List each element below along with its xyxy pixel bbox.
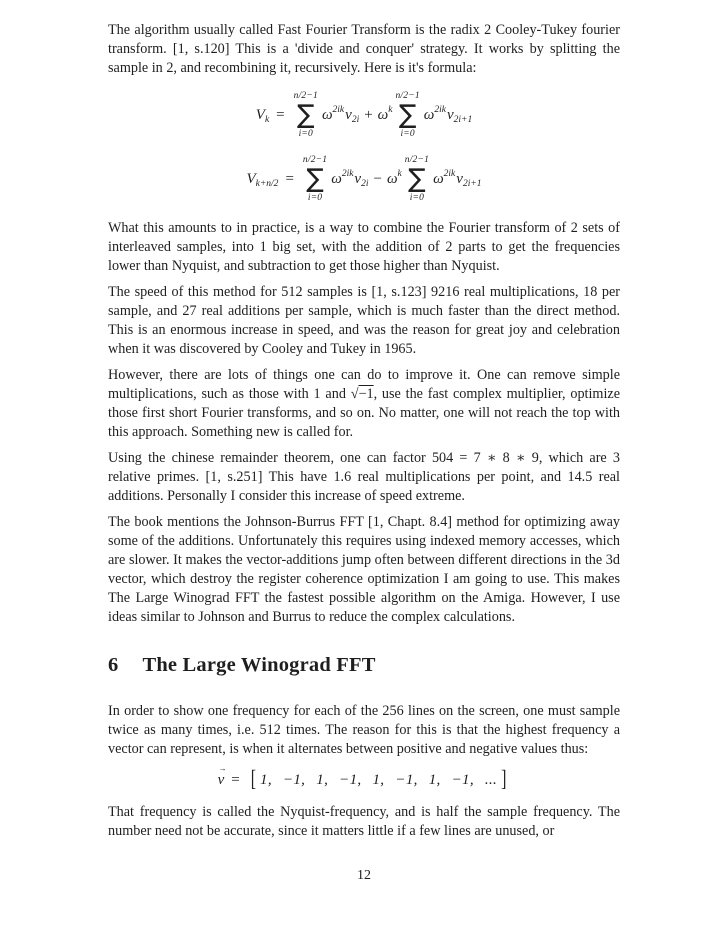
math-var: ω <box>433 171 444 188</box>
paragraph-text: , use the fast complex multiplier, optimize those first short Fourier transforms, and so on. No matter, one will not reach the top with this approach. Something new is called for. <box>108 386 620 441</box>
math-term <box>433 171 481 188</box>
math-operator: + <box>364 107 373 124</box>
math-lhs <box>246 171 278 188</box>
sigma-icon: ∑ <box>306 164 324 195</box>
math-equals: = <box>231 771 240 788</box>
summation-2 <box>405 155 429 204</box>
math-var: ω <box>377 107 389 124</box>
math-var: V <box>255 107 265 124</box>
section-number: 6 <box>108 654 119 677</box>
radicand: −1 <box>358 386 374 403</box>
summation-2 <box>395 91 419 140</box>
summation-upper-limit: n/2−1 <box>395 91 420 101</box>
math-sub: 2i <box>351 115 360 126</box>
math-sup: 2ik <box>341 169 354 180</box>
math-sup: k <box>397 169 402 180</box>
math-factor <box>387 171 403 188</box>
summation-lower-limit: i=0 <box>298 129 313 140</box>
equation-fft-odd <box>108 155 620 204</box>
math-var: ω <box>423 107 435 124</box>
sigma-icon: ∑ <box>408 164 426 195</box>
math-sub: 2i+1 <box>453 115 473 126</box>
math-sub: 2i+1 <box>462 179 482 190</box>
math-var: ω <box>331 171 342 188</box>
paragraph-practice: What this amounts to in practice, is a way to combine the Fourier transform of 2 sets of interleaved samples, into 1 big set, with the addition of 2 parts to get the frequencies lower than Nyquist, and subtraction to get those higher than Nyquist. <box>108 220 620 275</box>
summation-upper-limit: n/2−1 <box>404 155 430 166</box>
math-var: v <box>354 171 362 188</box>
paragraph-remainder-theorem: Using the chinese remainder theorem, one can factor 504 = 7 ∗ 8 ∗ 9, which are 3 relative primes. [1, s.251] This have 1.6 real multiplications per point, and 14.5 real additions. Personally I consider this increase of speed extreme. <box>108 450 620 505</box>
math-sub: 2i <box>361 179 369 190</box>
sqrt-expression <box>351 386 374 402</box>
math-var: ω <box>321 107 333 124</box>
page-content <box>108 21 620 848</box>
paragraph-speed: The speed of this method for 512 samples is [1, s.123] 9216 real multiplications, 18 per sample, and 27 real additions per sample, which is much faster than the direct method. This is an enormous increase in speed, and was the reason for great joy and celebration when it was discovered by Cooley and Tukey in 1965. <box>108 284 620 358</box>
page-number: 12 <box>357 868 371 883</box>
section-title: The Large Winograd FFT <box>142 654 376 677</box>
summation-upper-limit: n/2−1 <box>302 155 328 166</box>
math-sup: k <box>388 105 393 116</box>
equation-nyquist-vector <box>108 763 620 792</box>
vector-entries: 1, −1, 1, −1, 1, −1, 1, −1, ... <box>260 771 498 788</box>
paragraph-text: However, there are lots of things one can do to improve it. One can remove simple multiplications, such as those with 1 and <box>108 367 620 403</box>
math-var: ω <box>386 171 398 188</box>
paragraph-fft-intro: The algorithm usually called Fast Fourier Transform is the radix 2 Cooley-Tukey fourier transform. [1, s.120] This is a 'divide and conquer' strategy. It works by splitting the sample in 2, and recombining it, recursively. Here is it's formula: <box>108 22 620 76</box>
summation-1 <box>294 91 318 140</box>
math-operator: − <box>373 171 382 188</box>
vector-symbol <box>217 763 227 789</box>
paragraph-frequency-sampling: In order to show one frequency for each of the 256 lines on the screen, one must sample twice as many times, i.e. 512 times. The reason for this is that the highest frequency a vector can represent, is when it alternates between positive and negative values thus: <box>108 703 620 758</box>
math-var: v <box>456 171 463 188</box>
math-lhs <box>256 107 269 124</box>
math-var: V <box>246 171 256 188</box>
math-sup: 2ik <box>332 105 345 116</box>
paragraph-nyquist: That frequency is called the Nyquist-frequency, and is half the sample frequency. The number need not be accurate, since it matters little if a few lines are unused, or <box>108 804 620 840</box>
math-equals: = <box>285 171 294 188</box>
paragraph-improvements <box>108 366 620 442</box>
math-var: v <box>217 771 225 788</box>
equation-fft-even <box>108 91 620 140</box>
summation-lower-limit: i=0 <box>307 193 323 204</box>
summation-lower-limit: i=0 <box>400 129 415 140</box>
math-term <box>322 107 359 124</box>
math-var: v <box>447 107 454 124</box>
sigma-icon: ∑ <box>297 99 315 130</box>
math-term <box>331 171 368 188</box>
vector-arrow-icon: → <box>218 763 227 773</box>
math-sub: k+n/2 <box>255 179 279 190</box>
math-sub: k <box>264 115 270 126</box>
summation-1 <box>303 155 327 204</box>
math-term <box>424 107 472 124</box>
math-sup: 2ik <box>443 169 456 180</box>
right-bracket: ] <box>501 767 507 792</box>
math-equals: = <box>276 107 285 124</box>
summation-upper-limit: n/2−1 <box>293 91 318 101</box>
paragraph-johnson-burrus: The book mentions the Johnson-Burrus FFT [1, Chapt. 8.4] method for optimizing away some of the additions. Unfortunately this requires using indexed memory accesses, which are slower. It makes the vector-additions jump often between different directions in the 3d vector, which destroy the register coherence optimization I am going to use. This makes The Large Winograd FFT the fastest possible algorithm on the Amiga. However, I use ideas similar to Johnson and Burrus to reduce the complex calculations. <box>108 514 620 626</box>
math-var: v <box>345 107 352 124</box>
sigma-icon: ∑ <box>398 99 417 130</box>
summation-lower-limit: i=0 <box>409 193 425 204</box>
radical-sign: √ <box>350 386 359 403</box>
math-sup: 2ik <box>434 105 446 116</box>
left-bracket: [ <box>250 767 257 792</box>
math-factor <box>378 107 394 124</box>
section-heading <box>108 654 620 677</box>
